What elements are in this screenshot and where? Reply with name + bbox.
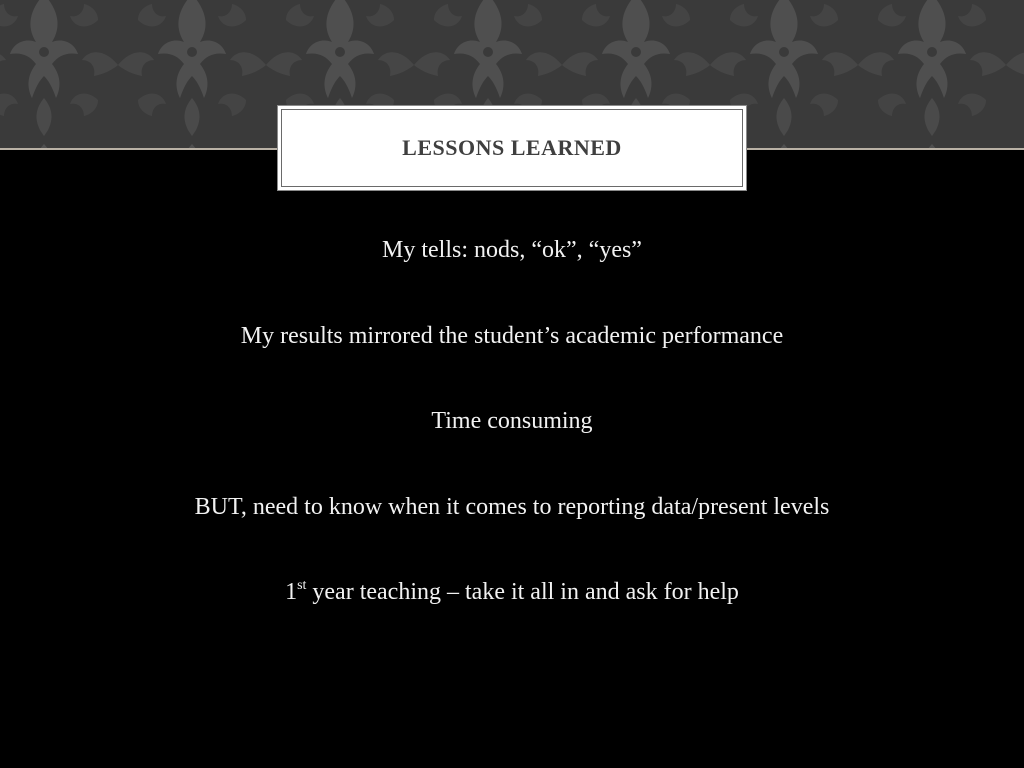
list-item-first-year xyxy=(0,574,1024,660)
slide-title: LESSONS LEARNED xyxy=(402,135,622,160)
ordinal-number: 1 xyxy=(285,579,298,605)
title-box-inner-border xyxy=(281,109,743,187)
bullet-list xyxy=(0,232,1024,660)
ordinal-suffix: st xyxy=(297,578,307,593)
list-item: My tells: nods, “ok”, “yes” xyxy=(382,237,642,263)
list-item-text: year teaching – take it all in and ask for help xyxy=(306,579,739,605)
list-item: BUT, need to know when it comes to reporting data/present levels xyxy=(194,493,830,520)
title-box xyxy=(277,105,747,191)
list-item: Time consuming xyxy=(431,408,593,434)
list-item: My results mirrored the student’s academic performance xyxy=(240,322,784,349)
